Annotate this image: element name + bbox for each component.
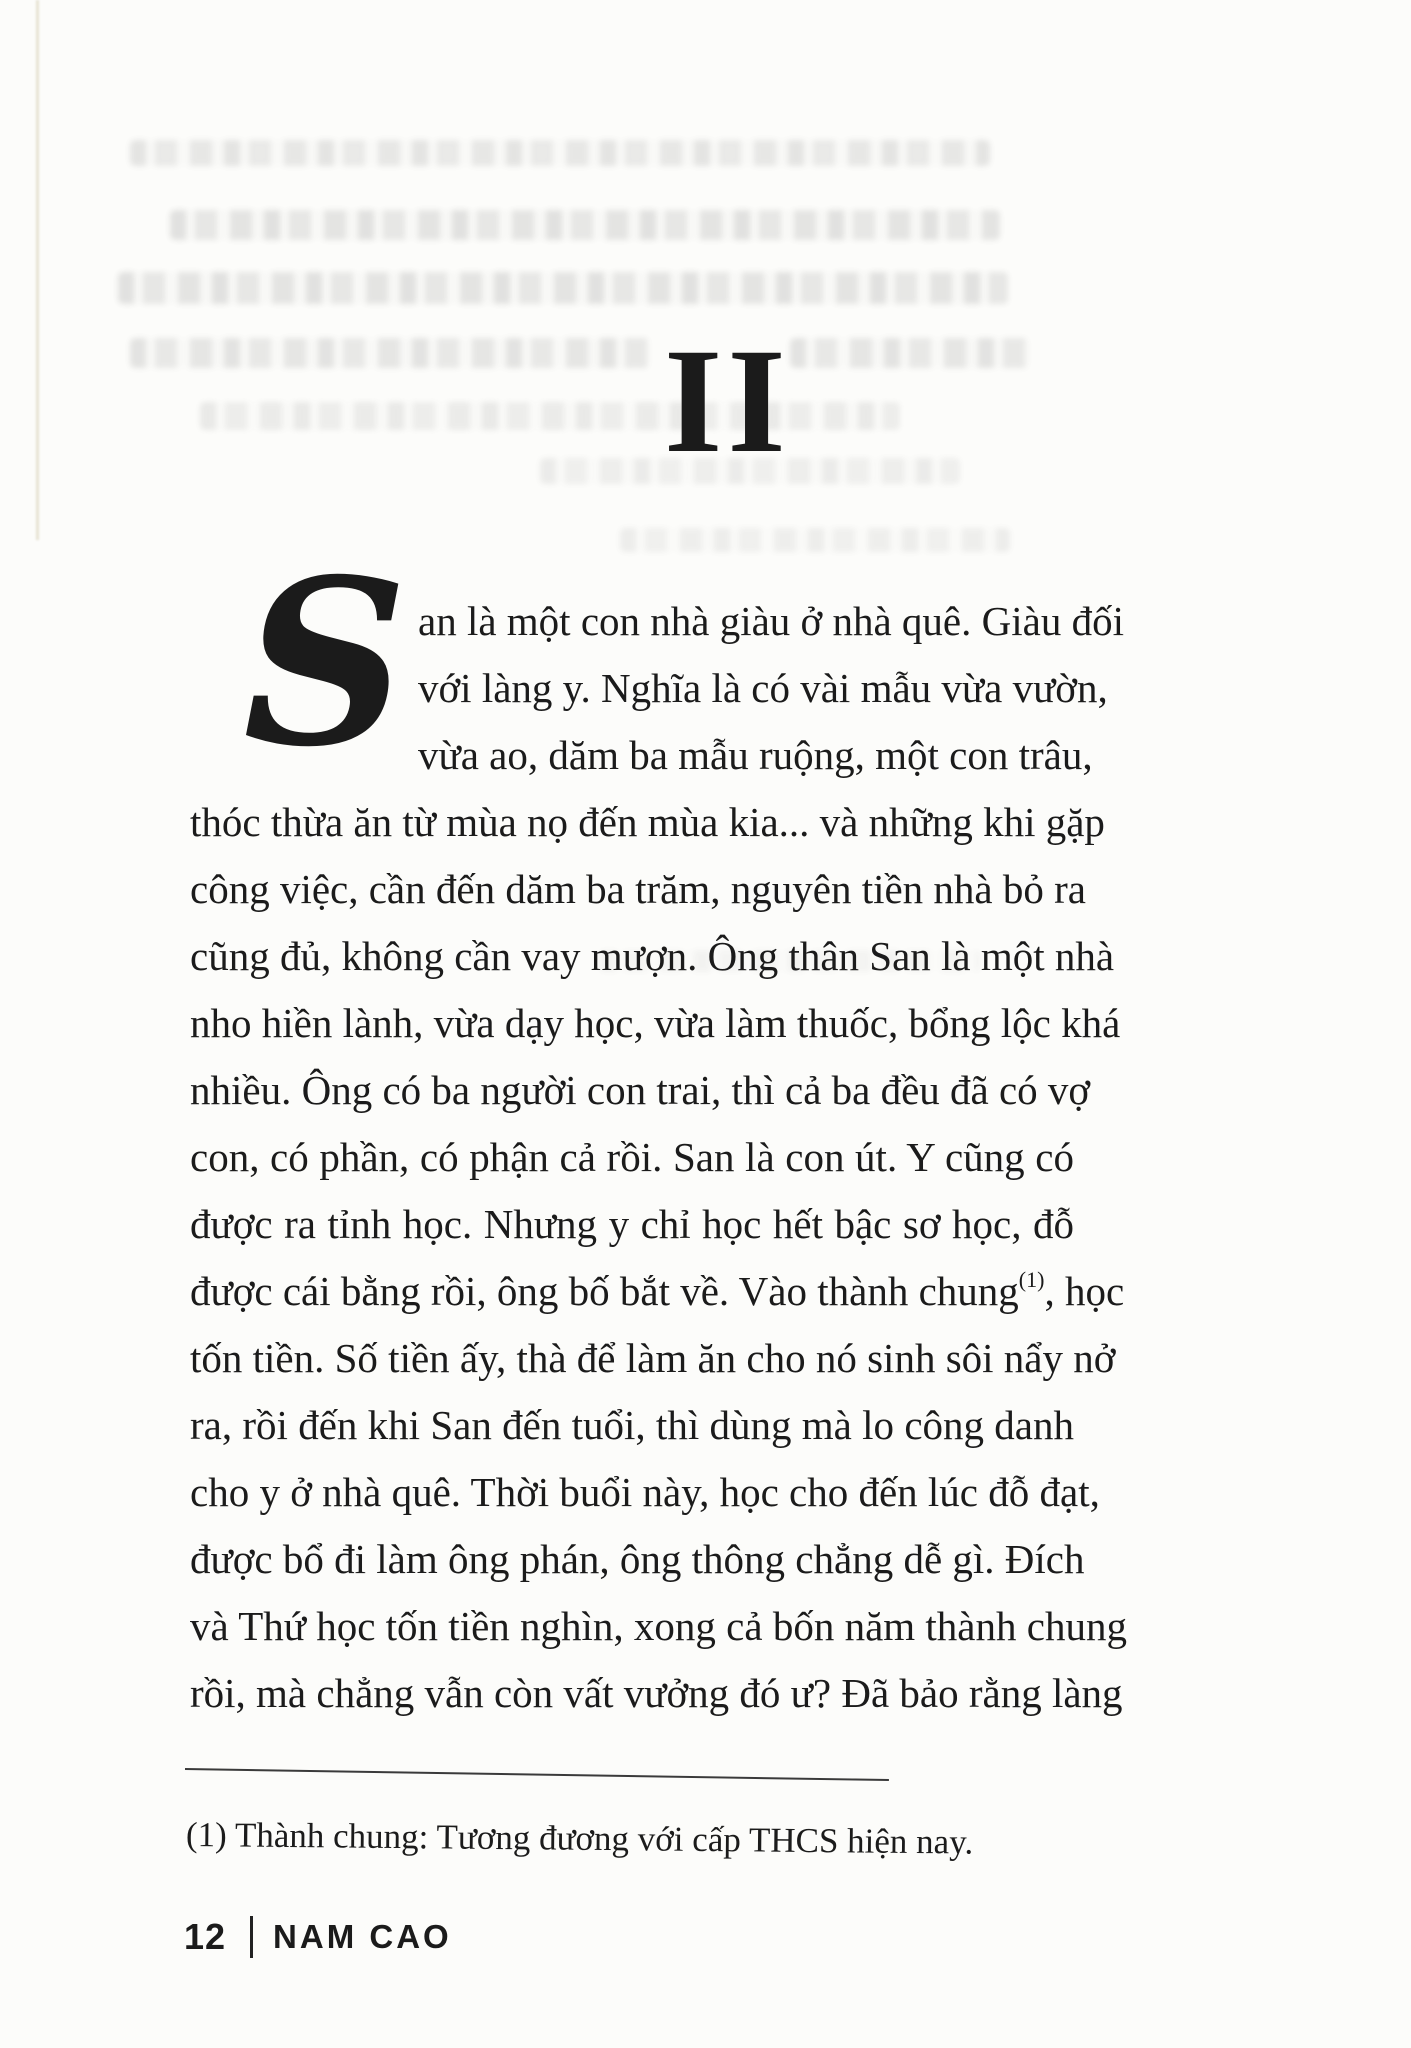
page-number: 12 xyxy=(184,1916,227,1957)
body-line: nhiều. Ông có ba người con trai, thì cả ba đều đã có vợ xyxy=(190,1067,1091,1113)
body-line: được bổ đi làm ông phán, ông thông chẳng dễ gì. Đích xyxy=(190,1536,1085,1582)
drop-cap: S xyxy=(243,529,408,797)
body-line: vừa ao, dăm ba mẫu ruộng, một con trâu, xyxy=(418,732,1093,778)
body-line: tốn tiền. Số tiền ấy, thà để làm ăn cho nó sinh sôi nẩy nở xyxy=(190,1335,1116,1381)
body-line: được ra tỉnh học. Nhưng y chỉ học hết bậc sơ học, đỗ xyxy=(190,1201,1074,1247)
footnote-reference: (1) xyxy=(1018,1267,1045,1292)
body-line: thóc thừa ăn từ mùa nọ đến mùa kia... và những khi gặp xyxy=(190,799,1105,845)
running-footer-author: NAM CAO xyxy=(273,1918,452,1955)
footnote: (1) Thành chung: Tương đương với cấp THCS hiện nay. xyxy=(185,1815,974,1862)
body-line: con, có phần, có phận cả rồi. San là con út. Y cũng có xyxy=(190,1134,1074,1180)
body-text xyxy=(190,588,1127,1727)
body-line-text: , học xyxy=(1044,1268,1125,1314)
bleedthrough-text xyxy=(620,528,1010,552)
body-line-text: được cái bằng rồi, ông bố bắt về. Vào thành chung xyxy=(190,1268,1019,1314)
bleedthrough-text xyxy=(170,210,1000,240)
body-line: với làng y. Nghĩa là có vài mẫu vừa vườn, xyxy=(418,665,1108,711)
body-line: ra, rồi đến khi San đến tuổi, thì dùng mà lo công danh xyxy=(190,1402,1074,1448)
body-line: cho y ở nhà quê. Thời buổi này, học cho đến lúc đỗ đạt, xyxy=(190,1469,1100,1515)
bleedthrough-text xyxy=(118,272,1008,304)
body-line: và Thứ học tốn tiền nghìn, xong cả bốn năm thành chung xyxy=(190,1603,1127,1649)
body-line-with-footnote-ref xyxy=(190,1258,1125,1325)
body-line: rồi, mà chẳng vẫn còn vất vưởng đó ư? Đã bảo rằng làng xyxy=(190,1670,1123,1716)
body-line: nho hiền lành, vừa dạy học, vừa làm thuốc, bổng lộc khá xyxy=(190,1000,1121,1046)
bleedthrough-text xyxy=(200,402,900,430)
bleedthrough-text xyxy=(130,140,990,166)
bleedthrough-text xyxy=(790,338,1030,368)
body-line: an là một con nhà giàu ở nhà quê. Giàu đối xyxy=(418,598,1124,644)
footnote-separator-line xyxy=(185,1768,889,1781)
bleedthrough-text xyxy=(130,338,650,368)
footer-divider xyxy=(250,1916,253,1958)
page-crease xyxy=(36,0,39,540)
page-footer xyxy=(184,1916,452,1958)
body-line: cũng đủ, không cần vay mượn. Ông thân San là một nhà xyxy=(190,933,1115,979)
body-line: công việc, cần đến dăm ba trăm, nguyên tiền nhà bỏ ra xyxy=(190,866,1086,912)
chapter-heading: II xyxy=(664,318,791,484)
